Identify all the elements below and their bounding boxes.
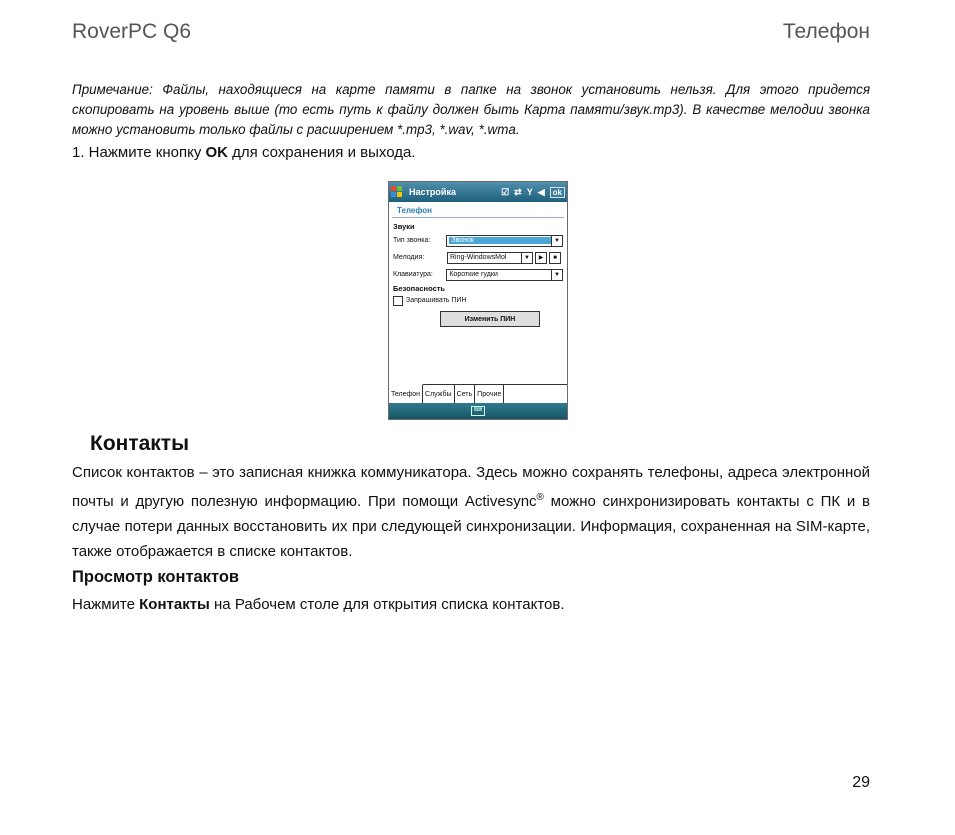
pin-checkbox-label: Запрашивать ПИН <box>406 297 467 304</box>
pin-checkbox[interactable] <box>393 296 403 306</box>
contacts-paragraph: Список контактов – это записная книжка коммуникатора. Здесь можно сохранять телефоны, адреса электронной почты и другую полезную информацию. При помощи Activesync® можно синхронизировать контакты с ПК и в случае потери данных восстановить их при следующей синхронизации. Информация, сохраненная на SIM-карте, также отображается в списке контактов. <box>72 464 871 560</box>
tab-services[interactable]: Службы <box>423 385 455 403</box>
notification-icon: ☑ <box>501 186 510 197</box>
step-ok-bold: OK <box>205 144 228 161</box>
view-contacts-paragraph: Нажмите Контакты на Рабочем столе для открытия списка контактов. <box>72 596 565 613</box>
step-instruction <box>72 143 415 163</box>
play-icon[interactable]: ▶ <box>535 252 547 264</box>
change-pin-button[interactable]: Изменить ПИН <box>440 311 540 327</box>
tab-other[interactable]: Прочие <box>475 385 504 403</box>
section-sounds: Звуки <box>393 222 415 231</box>
device-title: Настройка <box>409 187 456 197</box>
tab-network[interactable]: Сеть <box>455 385 476 403</box>
keyboard-select[interactable]: Короткие гудки ▼ <box>446 269 563 281</box>
ok-button[interactable]: ok <box>550 187 565 198</box>
device-titlebar <box>389 182 567 202</box>
device-screenshot <box>388 181 568 420</box>
device-softkey-bar <box>389 403 567 419</box>
ring-type-label: Тип звонка: <box>393 237 431 244</box>
section-security: Безопасность <box>393 284 446 293</box>
chevron-down-icon: ▼ <box>551 270 562 280</box>
keyboard-label: Клавиатура: <box>393 271 433 278</box>
header-product-name: RoverPC Q6 <box>72 20 192 43</box>
signal-icon: Y <box>526 187 533 197</box>
chevron-down-icon: ▼ <box>521 253 532 263</box>
step-prefix: 1. Нажмите кнопку <box>72 144 206 161</box>
stop-icon[interactable]: ■ <box>549 252 561 264</box>
chevron-down-icon: ▼ <box>551 236 562 246</box>
view-contacts-heading: Просмотр контактов <box>72 568 240 586</box>
device-page-subheader: Телефон <box>392 202 564 218</box>
registered-mark: ® <box>536 492 544 503</box>
ring-type-select[interactable]: Звонок ▼ <box>446 235 563 247</box>
page-number: 29 <box>852 774 870 791</box>
contacts-heading: Контакты <box>90 432 190 455</box>
melody-label: Мелодия: <box>393 254 425 261</box>
keyboard-icon[interactable]: ⌨ <box>471 406 485 416</box>
note-paragraph: Примечание: Файлы, находящиеся на карте памяти в папке на звонок установить нельзя. Для этого придется скопировать на уровень выше (то есть путь к файлу должен быть Карта памяти/звук.mp3). В качестве мелодии звонка можно установить только файлы с расширением *.mp3, *.wav, *.wma. <box>72 82 870 137</box>
connectivity-icon: ⇄ <box>514 186 522 197</box>
tab-phone[interactable]: Телефон <box>389 384 423 403</box>
contacts-bold: Контакты <box>139 596 210 613</box>
step-suffix: для сохранения и выхода. <box>228 144 416 161</box>
device-tabs <box>389 384 567 403</box>
melody-select[interactable]: Ring-WindowsMol ▼ <box>447 252 533 264</box>
volume-icon: ◀ <box>537 186 545 197</box>
windows-logo-icon <box>391 186 403 198</box>
header-section-name: Телефон <box>782 20 870 43</box>
